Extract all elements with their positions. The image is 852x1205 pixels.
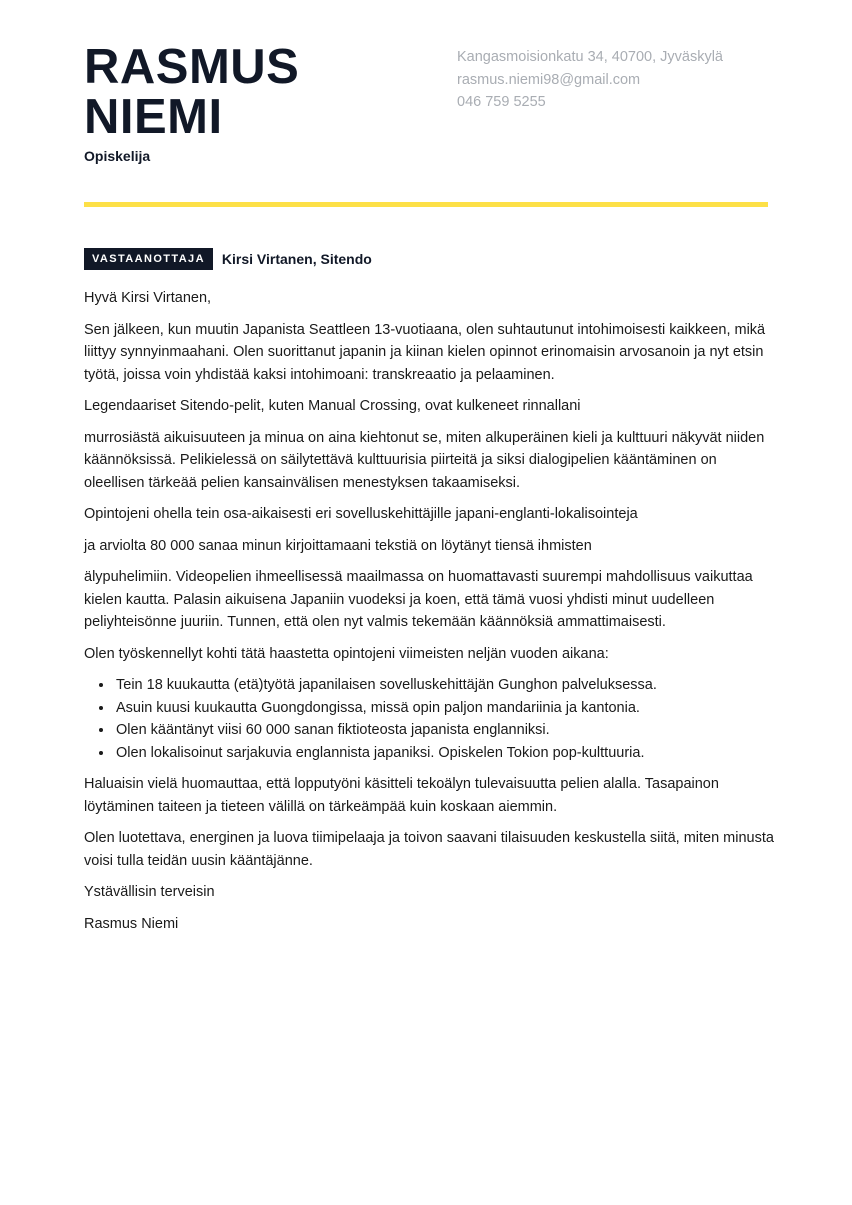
experience-list-item: • Olen lokalisoinut sarjakuvia englannista japaniksi. Opiskelen Tokion pop-kulttuuria. xyxy=(114,742,774,765)
contact-email: rasmus.niemi98@gmail.com xyxy=(457,71,641,88)
contact-info xyxy=(457,46,723,114)
recipient-row xyxy=(84,248,372,270)
applicant-last-name: NIEMI xyxy=(84,90,223,144)
letter-paragraph: Opintojeni ohella tein osa-aikaisesti eri sovelluskehittäjille japani-englanti-lokalisointeja xyxy=(84,506,638,522)
letter-paragraph: ja arviolta 80 000 sanaa minun kirjoittamaani tekstiä on löytänyt tiensä ihmisten xyxy=(84,537,592,554)
letter-body xyxy=(84,287,774,944)
experience-list-item: • Olen kääntänyt viisi 60 000 sanan fiktioteosta japanista englanniksi. xyxy=(114,719,774,742)
applicant-first-name: RASMUS xyxy=(84,40,300,94)
letter-header xyxy=(84,0,768,205)
letter-paragraph: murrosiästä aikuisuuteen ja minua on aina kiehtonut se, miten alkuperäinen kieli ja kulttuuri näkyvät niiden käännöksissä. Pelikielessä on säilytettävä kulttuurisia piirteitä ja siksi dialogipelien kääntäminen on oleellisen tärkeää pelien kansainvälisen menestyksen takaamiseksi. xyxy=(84,429,765,491)
letter-signature: Rasmus Niemi xyxy=(84,915,179,932)
letter-paragraph: älypuhelimiin. Videopelien ihmeellisessä maailmassa on huomattavasti suurempi mahdollisuus vaikuttaa kielen kautta. Palasin aikuisena Japaniin vuodeksi ja koen, että tämä vuosi yhdisti minut uudelleen peliyhteisönne juuriin. Tunnen, että olen nyt valmis tekemään käännöksiä ammattimaisesti. xyxy=(84,569,753,630)
experience-list-item: • Tein 18 kuukautta (etä)työtä japanilaisen sovelluskehittäjän Gunghon palveluksessa. xyxy=(114,674,774,697)
recipient-name: Kirsi Virtanen, Sitendo xyxy=(221,251,372,267)
header-divider xyxy=(84,202,768,207)
applicant-name xyxy=(84,42,299,142)
letter-paragraph: Sen jälkeen, kun muutin Japanista Seattleen 13-vuotiaana, olen suhtautunut intohimoisesti kaikkeen, mikä liittyy synnyinmaahani. Olen suorittanut japanin ja kiinan kielen opinnot erinomaisin arvosanoin ja nyt etsin työtä, joissa voin yhdistää kaksi intohimoani: transkreaatio ja pelaaminen. xyxy=(84,321,766,383)
experience-list xyxy=(84,674,774,764)
applicant-job-title: Opiskelija xyxy=(84,148,151,164)
experience-list-item: • Asuin kuusi kuukautta Guongdongissa, missä opin paljon mandariinia ja kantonia. xyxy=(114,697,774,720)
letter-paragraph: Olen työskennellyt kohti tätä haastetta opintojeni viimeisten neljän vuoden aikana: xyxy=(84,645,609,662)
letter-paragraph: Olen luotettava, energinen ja luova tiimipelaaja ja toivon saavani tilaisuuden keskustella siitä, miten minusta voisi tulla teidän uusin kääntäjänne. xyxy=(84,830,774,869)
contact-phone: 046 759 5255 xyxy=(457,94,546,110)
letter-paragraph: Haluaisin vielä huomauttaa, että lopputyöni käsitteli tekoälyn tulevaisuutta pelien alalla. Tasapainon löytäminen taiteen ja tieteen välillä on tärkeämpää kuin koskaan aiemmin. xyxy=(84,776,719,815)
recipient-label-badge: VASTAANOTTAJA xyxy=(84,248,213,270)
letter-greeting: Hyvä Kirsi Virtanen, xyxy=(84,290,212,306)
letter-sign-off: Ystävällisin terveisin xyxy=(84,884,215,900)
letter-paragraph: Legendaariset Sitendo-pelit, kuten Manual Crossing, ovat kulkeneet rinnallani xyxy=(84,398,581,414)
contact-address: Kangasmoisionkatu 34, 40700, Jyväskylä xyxy=(457,49,723,65)
